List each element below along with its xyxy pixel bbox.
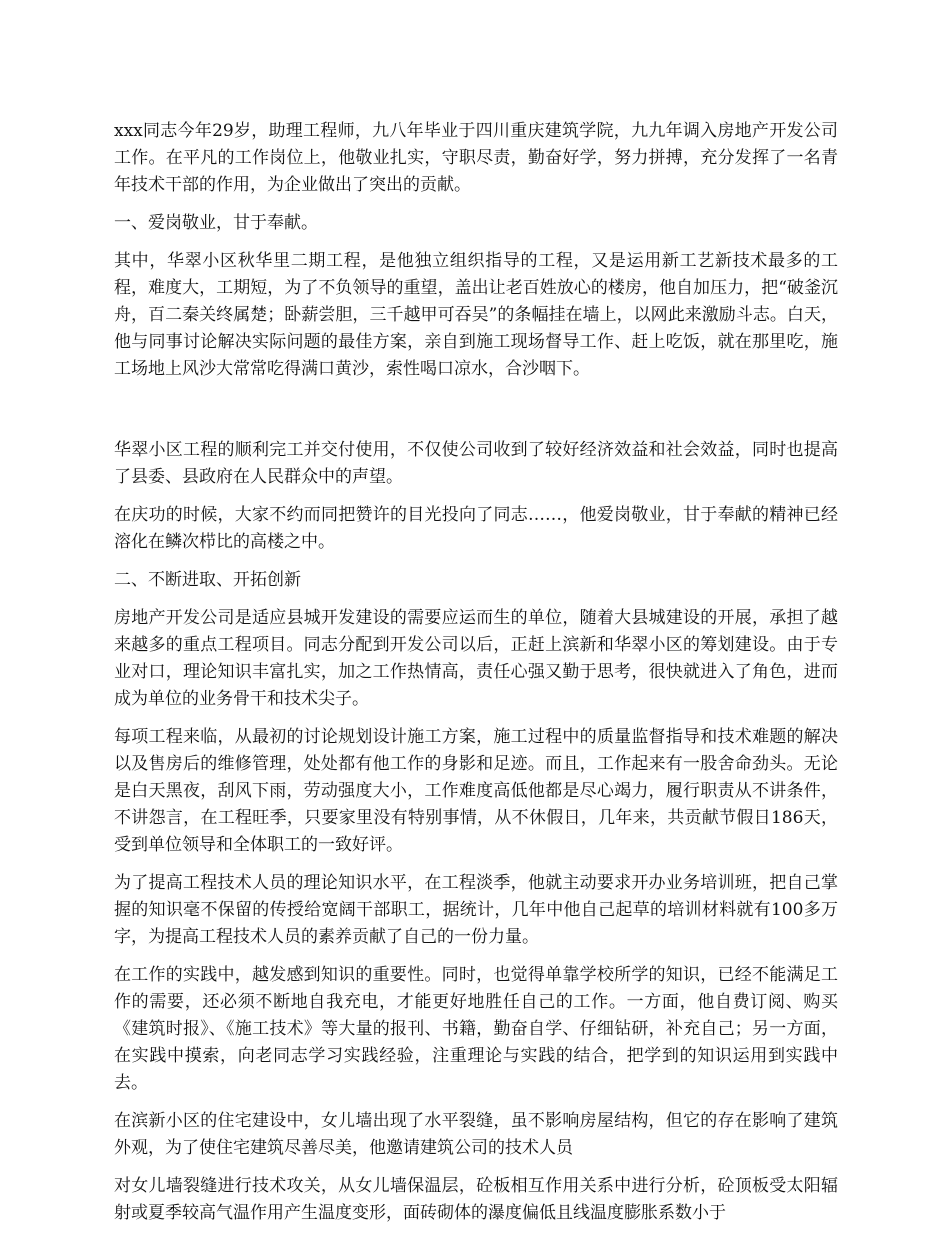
body-paragraph: 其中，华翠小区秋华里二期工程，是他独立组织指导的工程，又是运用新工艺新技术最多的工程，难度大，工期短，为了不负领导的重望，盖出让老百姓放心的楼房，他自加压力，把“破釜沉舟，百二秦关终属楚；卧薪尝胆，三千越甲可吞吴”的条幅挂在墙上，以网此来激励斗志。白天，他与同事讨论解决实际问题的最佳方案，亲自到施工现场督导工作、赶上吃饭，就在那里吃，施工场地上风沙大常常吃得满口黄沙，索性喝口凉水，合沙咽下。 xyxy=(114,251,838,379)
body-paragraph: 房地产开发公司是适应县城开发建设的需要应运而生的单位，随着大县城建设的开展，承担了越来越多的重点工程项目。同志分配到开发公司以后，正赶上滨新和华翠小区的筹划建设。由于专业对口，理论知识丰富扎实，加之工作热情高，责任心强又勤于思考，很快就进入了角色，进而成为单位的业务骨干和技术尖子。 xyxy=(114,608,838,709)
blank-gap xyxy=(114,394,838,437)
body-paragraph: 在工作的实践中，越发感到知识的重要性。同时，也觉得单靠学校所学的知识，已经不能满足工作的需要，还必须不断地自我充电，才能更好地胜任自己的工作。一方面，他自费订阅、购买《建筑时报》、《施工技术》等大量的报刊、书籍，勤奋自学、仔细钻研，补充自己；另一方面，在实践中摸索，向老同志学习实践经验，注重理论与实践的结合，把学到的知识运用到实践中去。 xyxy=(114,965,838,1093)
body-paragraph: 每项工程来临，从最初的讨论规划设计施工方案，施工过程中的质量监督指导和技术难题的解决以及售房后的维修管理，处处都有他工作的身影和足迹。而且，工作起来有一股舍命劲头。无论是白天黑夜，刮风下雨，劳动强度大小，工作难度高低他都是尽心竭力，履行职责从不讲条件，不讲怨言，在工程旺季，只要家里没有特别事情，从不休假日，几年来，共贡献节假日186天，受到单位领导和全体职工的一致好评。 xyxy=(114,727,838,855)
body-paragraph: 为了提高工程技术人员的理论知识水平，在工程淡季，他就主动要求开办业务培训班，把自己掌握的知识毫不保留的传授给宽阔干部职工，据统计，几年中他自己起草的培训材料就有100多万字，为提高工程技术人员的素养贡献了自己的一份力量。 xyxy=(114,873,838,947)
section-heading-2: 二、不断进取、开拓创新 xyxy=(114,570,301,590)
body-paragraph: 在庆功的时候，大家不约而同把赞许的目光投向了同志……，他爱岗敬业，甘于奉献的精神已经溶化在鳞次栉比的高楼之中。 xyxy=(114,505,838,552)
body-paragraph: 对女儿墙裂缝进行技术攻关，从女儿墙保温层，砼板相互作用关系中进行分析，砼顶板受太阳辐射或夏季较高气温作用产生温度变形，面砖砌体的瀑度偏低且线温度膨胀系数小于 xyxy=(114,1176,838,1223)
document-body xyxy=(114,118,838,1238)
section-heading-1: 一、爱岗敬业，甘于奉献。 xyxy=(114,213,318,233)
body-paragraph: 华翠小区工程的顺利完工并交付使用，不仅使公司收到了较好经济效益和社会效益，同时也提高了县委、县政府在人民群众中的声望。 xyxy=(114,440,838,487)
intro-paragraph: xxx同志今年29岁，助理工程师，九八年毕业于四川重庆建筑学院，九九年调入房地产开发公司工作。在平凡的工作岗位上，他敬业扎实，守职尽责，勤奋好学，努力拼搏，充分发挥了一名青年技术干部的作用，为企业做出了突出的贡献。 xyxy=(114,121,838,195)
body-paragraph: 在滨新小区的住宅建设中，女儿墙出现了水平裂缝，虽不影响房屋结构，但它的存在影响了建筑外观，为了使住宅建筑尽善尽美，他邀请建筑公司的技术人员 xyxy=(114,1111,838,1158)
